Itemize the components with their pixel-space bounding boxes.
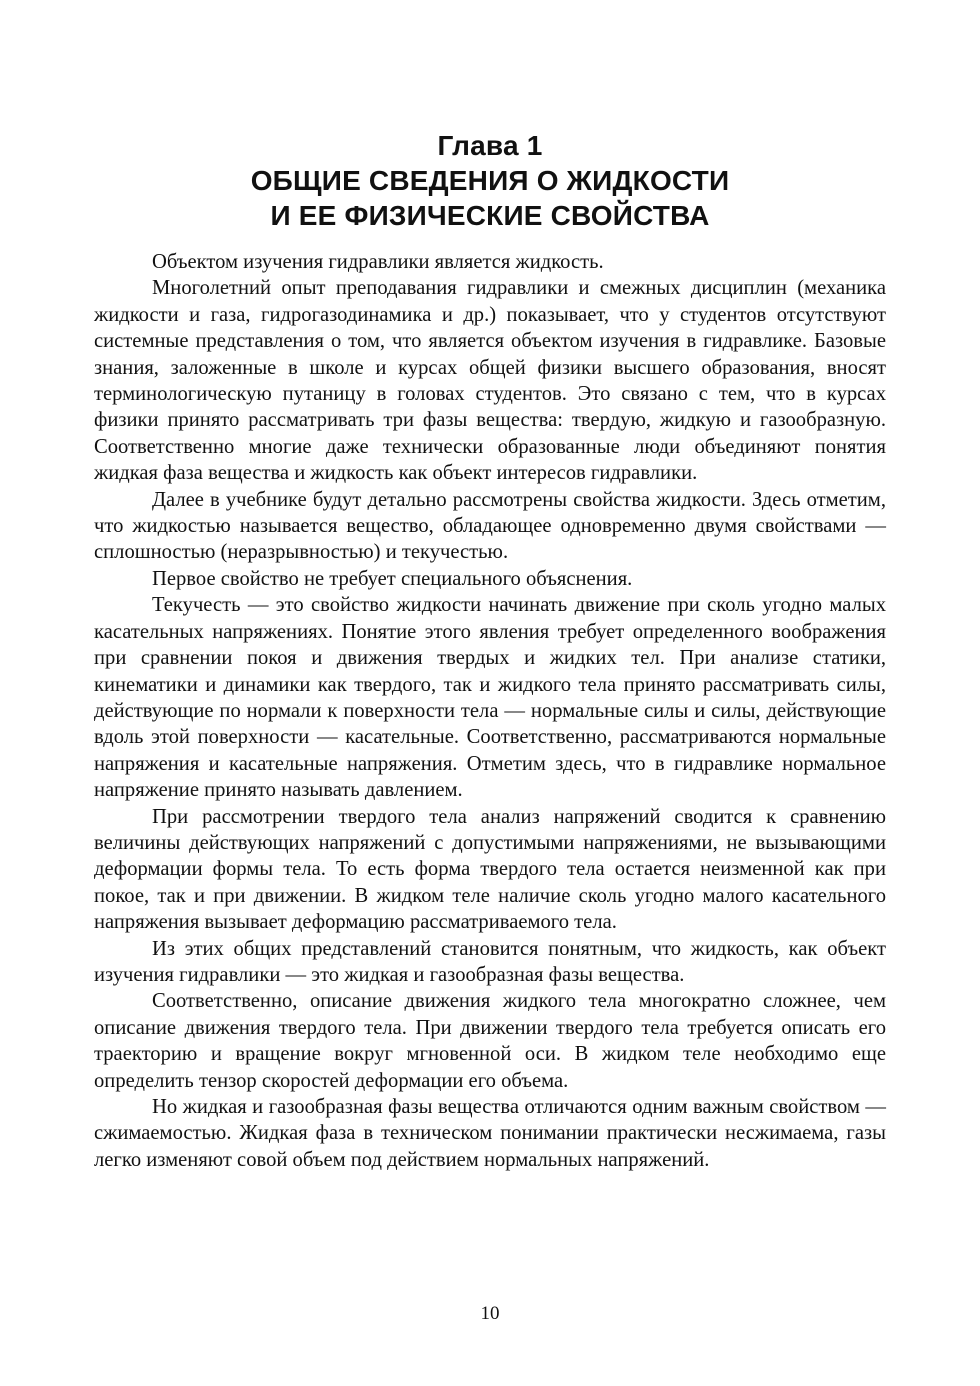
paragraph: Соответственно, описание движения жидкого тела многократно сложнее, чем описание движения твердого тела. При движении твердого тела требуется описать его траекторию и вращение вокруг мгновенной оси. В жидком теле необходимо еще определить тензор скоростей деформации его объема. [94,990,886,1092]
paragraph: Но жидкая и газообразная фазы вещества отличаются одним важным свойством — сжимаемостью. Жидкая фаза в техническом понимании практически несжимаема, газы легко изменяют совой объем под действием нормальных напряжений. [94,1096,886,1171]
paragraph: Из этих общих представлений становится понятным, что жидкость, как объект изучения гидравлики — это жидкая и газообразная фазы вещества. [94,937,886,986]
paragraph: Объектом изучения гидравлики является жидкость. [152,251,604,273]
page-number: 10 [480,1303,500,1324]
paragraph: Первое свойство не требует специального объяснения. [152,567,633,590]
paragraph: Многолетний опыт преподавания гидравлики и смежных дисциплин (механика жидкости и газа, гидрогазодинамика и др.) показывает, что у студентов отсутствуют системные представления о том, что является объектом изучения в гидравлике. Базовые знания, заложенные в школе и курсах общей физики высшего образования, вносят терминологическую путаницу в головах студентов. Это связано с тем, что в курсах физики принято рассматривать три фазы вещества: твердую, жидкую и газообразную. Соответственно многие даже технически образованные люди объединяют понятия жидкая фаза вещества и жидкость как объект интересов гидравлики. [94,277,886,485]
chapter-title-line-1: ОБЩИЕ СВЕДЕНИЯ О ЖИДКОСТИ [250,165,730,196]
paragraph: Далее в учебнике будут детально рассмотрены свойства жидкости. Здесь отметим, что жидкостью называется вещество, обладающее одновременно двумя свойствами — сплошностью (неразрывностью) и текучестью. [94,488,886,564]
chapter-number: Глава 1 [437,130,543,161]
paragraph: При рассмотрении твердого тела анализ напряжений сводится к сравнению величины действующих напряжений с допустимыми напряжениями, не вызывающими деформации формы тела. То есть форма твердого тела остается неизменной как при покое, так и при движении. В жидком теле наличие сколь угодно малого касательного напряжения вызывает деформацию рассматриваемого тела. [94,805,886,934]
chapter-title-line-2: И ЕЕ ФИЗИЧЕСКИЕ СВОЙСТВА [270,200,710,231]
paragraph: Текучесть — это свойство жидкости начинать движение при сколь угодно малых касательных напряжениях. Понятие этого явления требует определенного воображения при сравнении покоя и движения твердых и жидких тел. При анализе статики, кинематики и динамики как твердого, так и жидкого тела принято рассматривать силы, действующие по нормали к поверхности тела — нормальные силы и силы, действующие вдоль этой поверхности — касательные. Соответственно, рассматриваются нормальные напряжения и касательные напряжения. Отметим здесь, что в гидравлике нормальное напряжение принято называть давлением. [94,594,886,802]
chapter-heading [0,128,980,233]
body-text [94,249,886,1173]
